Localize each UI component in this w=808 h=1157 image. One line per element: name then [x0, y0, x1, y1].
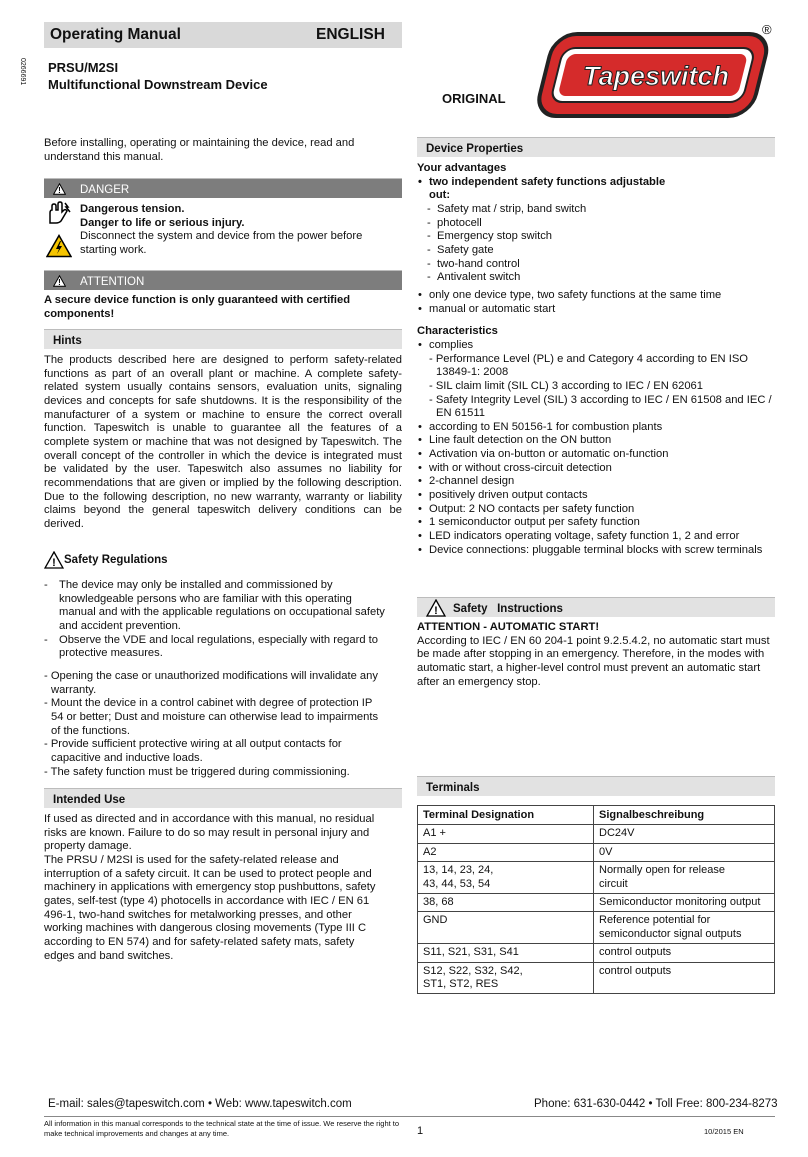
signal-description: control outputs	[594, 944, 775, 962]
footer-contact-email: E-mail: sales@tapeswitch.com • Web: www.tapeswitch.com	[48, 1098, 352, 1110]
safety-instructions-title: Safety Instructions	[453, 603, 563, 615]
signal-description: control outputs	[594, 962, 775, 994]
list-item: - Safety mat / strip, band switch	[427, 203, 775, 217]
hand-shock-icon	[46, 201, 72, 225]
advantages-list-more	[417, 289, 775, 316]
intro-text: Before installing, operating or maintaining the device, read and understand this manual.	[44, 137, 355, 163]
advantages-list	[417, 176, 775, 203]
product-name: Multifunctional Downstream Device	[48, 77, 268, 92]
terminal-designation: 38, 68	[418, 894, 594, 912]
terminal-designation: GND	[418, 912, 594, 944]
footer-disclaimer: All information in this manual corresponds to the technical state at the time of issue. We reserve the right to make technical improvements and changes at any time.	[44, 1119, 400, 1138]
list-item: • Output: 2 NO contacts per safety function	[417, 503, 775, 517]
safety-instructions-text: According to IEC / EN 60 204-1 point 9.2.5.4.2, no automatic start must be made after stopping in an emergency. Therefore, in the modes with automatic start, a higher-level control must prevent an automatic start after an emergency stop.	[417, 634, 770, 688]
terminal-designation: A2	[418, 843, 594, 861]
hints-bar: Hints	[44, 329, 402, 349]
standard-item: - Performance Level (PL) e and Category 4 according to EN ISO 13849-1: 2008	[429, 352, 748, 379]
terminal-designation: A1 +	[418, 825, 594, 843]
manual-title: Operating Manual	[50, 26, 181, 43]
list-item: - photocell	[427, 217, 775, 231]
list-item: - Antivalent switch	[427, 271, 775, 285]
attention-label: ATTENTION	[80, 276, 145, 288]
table-row	[418, 944, 775, 962]
list-item: • LED indicators operating voltage, safety function 1, 2 and error	[417, 530, 775, 544]
footer-contact-phone: Phone: 631-630-0442 • Toll Free: 800-234-8273	[534, 1098, 778, 1110]
list-item: • Line fault detection on the ON button	[417, 434, 775, 448]
page-number: 1	[417, 1125, 424, 1137]
warning-icon	[44, 551, 64, 569]
danger-text: Dangerous tension. Danger to life or serious injury. Disconnect the system and device from the power before starting work.	[80, 203, 363, 256]
list-item: • according to EN 50156-1 for combustion plants	[417, 421, 775, 435]
language-label: ENGLISH	[316, 26, 385, 43]
list-item: - Mount the device in a control cabinet with degree of protection IP 54 or better; Dust and moisture can otherwise lead to impairments of the functions.	[44, 697, 379, 737]
signal-description: 0V	[594, 843, 775, 861]
registered-mark: ®	[762, 22, 772, 37]
svg-text:!: !	[58, 186, 61, 195]
logo-text: Tapeswitch	[582, 61, 730, 91]
footer-divider	[44, 1116, 775, 1117]
safety-regulations-section	[44, 551, 402, 569]
signal-description: Semiconductor monitoring output	[594, 894, 775, 912]
table-row	[418, 894, 775, 912]
table-row	[418, 825, 775, 843]
list-item: - Provide sufficient protective wiring at all output contacts for capacitive and inductive loads.	[44, 738, 342, 764]
table-row	[418, 843, 775, 861]
issue-date: 10/2015 EN	[704, 1127, 744, 1136]
functions-list	[417, 203, 775, 285]
danger-label: DANGER	[80, 184, 130, 196]
high-voltage-icon	[46, 234, 72, 258]
terminal-designation: 13, 14, 23, 24, 43, 44, 53, 54	[418, 862, 594, 894]
danger-bar	[44, 178, 402, 198]
device-properties-bar: Device Properties	[417, 137, 775, 157]
safety-instructions-bar	[417, 597, 775, 617]
safety-regulations-title: Safety Regulations	[64, 553, 168, 566]
list-item	[417, 339, 775, 421]
list-item: • 2-channel design	[417, 475, 775, 489]
characteristics-list	[417, 339, 775, 558]
attention-bar	[44, 270, 402, 290]
list-item: • Device connections: pluggable terminal blocks with screw terminals	[417, 544, 775, 558]
safety-regulations-list	[44, 579, 386, 661]
table-row	[418, 912, 775, 944]
svg-text:!: !	[434, 605, 438, 617]
table-row	[418, 862, 775, 894]
list-item: • Activation via on-button or automatic on-function	[417, 448, 775, 462]
terminal-designation: S12, S22, S32, S42, ST1, ST2, RES	[418, 962, 594, 994]
document-number: 0266691	[19, 58, 26, 86]
list-item: - Safety gate	[427, 244, 775, 258]
product-code: PRSU/M2SI	[48, 60, 119, 75]
warning-icon	[53, 275, 66, 291]
list-item: - The safety function must be triggered during commissioning.	[44, 765, 350, 778]
hints-text: The products described here are designed to perform safety-related functions as part of an overall plant or machine. A complete safety-related system usually contains sensors, evaluation units, signaling devices and concepts for safe shutdowns. It is the responsibility of the manufacturer of a system or machine to ensure the correct overall function. Tapeswitch is unable to guarantee all the features of a complete system or machine that was not designed by Tapeswitch. The overall concept of the controller in which the device is integrated must be validated by the user. Tapeswitch also assumes no liability for recommendations that are given or implied by the following description. Due to the following description, no new warranty, warranty or liability claims beyond the general tapeswitch delivery conditions can be derived.	[44, 354, 402, 530]
standard-item: - SIL claim limit (SIL CL) 3 according to IEC / EN 62061	[429, 379, 703, 392]
list-item: • only one device type, two safety functions at the same time	[417, 289, 775, 303]
list-item: - The device may only be installed and commissioned by knowledgeable persons who are familiar with this operating manual and with the applicable regulations on occupational safety and accident prevention.	[44, 579, 386, 634]
list-item: - Emergency stop switch	[427, 230, 775, 244]
standard-item: - Safety Integrity Level (SIL) 3 according to IEC / EN 61508 and IEC / EN 61511	[429, 393, 772, 420]
intended-use-text-2: The PRSU / M2SI is used for the safety-related release and interruption of a safety circuit. It can be used to protect people and machinery in applications with emergency stop pushbuttons, safety gates, self-test (type 4) photocells in accordance with IEC / EN 61 496-1, two-hand switches for metalworking presses, and other working machines with dangerous closing movements (Type III C according to EN 574) and for safety-related safety mats, safety edges and band switches.	[44, 853, 376, 962]
list-item: • positively driven output contacts	[417, 489, 775, 503]
intended-use-text-1: If used as directed and in accordance with this manual, no residual risks are known. Failure to do so may result in personal injury and property damage.	[44, 813, 375, 853]
list-item: • two independent safety functions adjustable out:	[417, 176, 775, 203]
warning-icon	[53, 183, 66, 199]
safety-regulations-list-2	[44, 670, 386, 779]
svg-text:!: !	[58, 278, 61, 287]
terminals-bar: Terminals	[417, 776, 775, 796]
automatic-start-heading: ATTENTION - AUTOMATIC START!	[417, 621, 600, 633]
list-item: • manual or automatic start	[417, 303, 775, 317]
table-row	[418, 962, 775, 994]
terminals-table	[417, 805, 775, 994]
original-label: ORIGINAL	[442, 91, 506, 106]
tapeswitch-logo	[528, 30, 774, 120]
characteristics-title: Characteristics	[417, 325, 498, 338]
signal-description: Normally open for release circuit	[594, 862, 775, 894]
attention-text: A secure device function is only guaranteed with certified components!	[44, 294, 351, 320]
svg-text:!: !	[52, 557, 56, 569]
advantages-title: Your advantages	[417, 162, 507, 174]
list-item: - two-hand control	[427, 258, 775, 272]
table-header-row	[418, 806, 775, 825]
intended-use-bar: Intended Use	[44, 788, 402, 808]
complies-label: complies	[429, 338, 474, 351]
list-item: • with or without cross-circuit detection	[417, 462, 775, 476]
column-header: Signalbeschreibung	[594, 806, 775, 825]
column-header: Terminal Designation	[418, 806, 594, 825]
list-item: - Opening the case or unauthorized modifications will invalidate any warranty.	[44, 669, 378, 696]
list-item: • 1 semiconductor output per safety function	[417, 516, 775, 530]
signal-description: Reference potential for semiconductor signal outputs	[594, 912, 775, 944]
warning-icon	[426, 599, 446, 621]
signal-description: DC24V	[594, 825, 775, 843]
terminal-designation: S11, S21, S31, S41	[418, 944, 594, 962]
list-item: - Observe the VDE and local regulations, especially with regard to protective measures.	[44, 634, 386, 661]
